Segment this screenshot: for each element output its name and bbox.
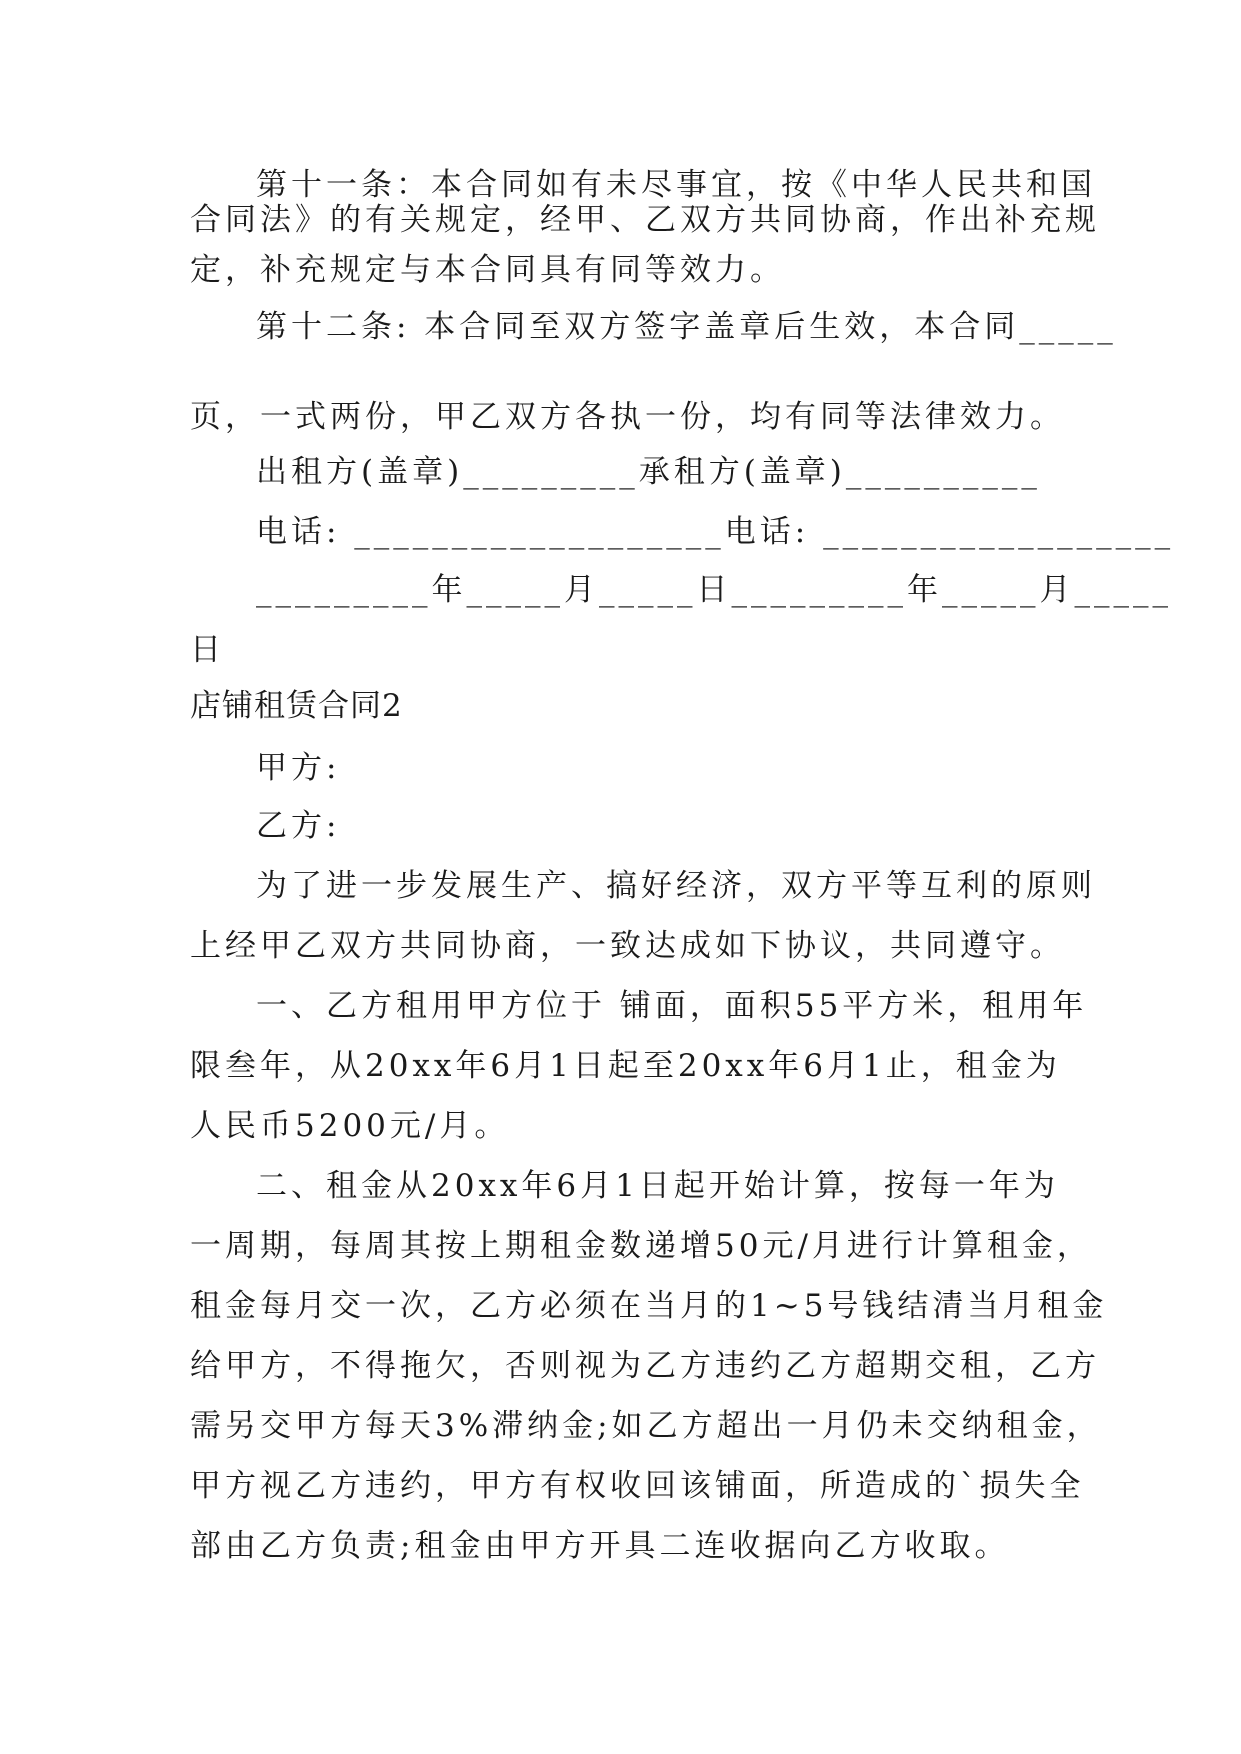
text-line: 第十二条: 本合同至双方签字盖章后生效，本合同_____: [256, 309, 1117, 345]
text-line: 第十一条：本合同如有未尽事宜，按《中华人民共和国: [256, 167, 1096, 203]
phone-line: 电话: ___________________电话: __________________: [256, 514, 1175, 550]
text-line: 部由乙方负责;租金由甲方开具二连收据向乙方收取。: [190, 1528, 1010, 1564]
section-title: 店铺租赁合同2: [190, 688, 403, 724]
text-line: 需另交甲方每天3%滞纳金;如乙方超出一月仍未交纳租金，: [190, 1408, 1102, 1444]
text-line: 一、乙方租用甲方位于 铺面，面积55平方米，租用年: [256, 988, 1088, 1024]
text-line: 为了进一步发展生产、搞好经济，双方平等互利的原则: [256, 868, 1096, 904]
text-line: 甲方视乙方违约，甲方有权收回该铺面，所造成的`损失全: [190, 1468, 1085, 1504]
text-line: 限叁年，从20xx年6月1日起至20xx年6月1止，租金为: [190, 1048, 1061, 1084]
text-line: 二、租金从20xx年6月1日起开始计算，按每一年为: [256, 1168, 1059, 1204]
text-line: 页，一式两份，甲乙双方各执一份，均有同等法律效力。: [190, 399, 1065, 435]
party-b-label: 乙方:: [256, 808, 341, 844]
signature-line: 出租方(盖章)_________承租方(盖章)__________: [256, 454, 1041, 490]
text-line: 人民币5200元/月。: [190, 1108, 510, 1144]
text-line: 一周期，每周其按上期租金数递增50元/月进行计算租金，: [190, 1228, 1092, 1264]
text-line: 定，补充规定与本合同具有同等效力。: [190, 252, 785, 288]
text-line: 给甲方，不得拖欠，否则视为乙方违约乙方超期交租，乙方: [190, 1348, 1100, 1384]
text-line: 租金每月交一次，乙方必须在当月的1~5号钱结清当月租金: [190, 1288, 1108, 1324]
text-line: 合同法》的有关规定，经甲、乙双方共同协商，作出补充规: [190, 202, 1100, 238]
date-line: _________年_____月_____日_________年_____月_____: [256, 572, 1172, 608]
party-a-label: 甲方:: [256, 750, 341, 786]
text-line: 日: [190, 632, 225, 668]
text-line: 上经甲乙双方共同协商，一致达成如下协议，共同遵守。: [190, 928, 1065, 964]
